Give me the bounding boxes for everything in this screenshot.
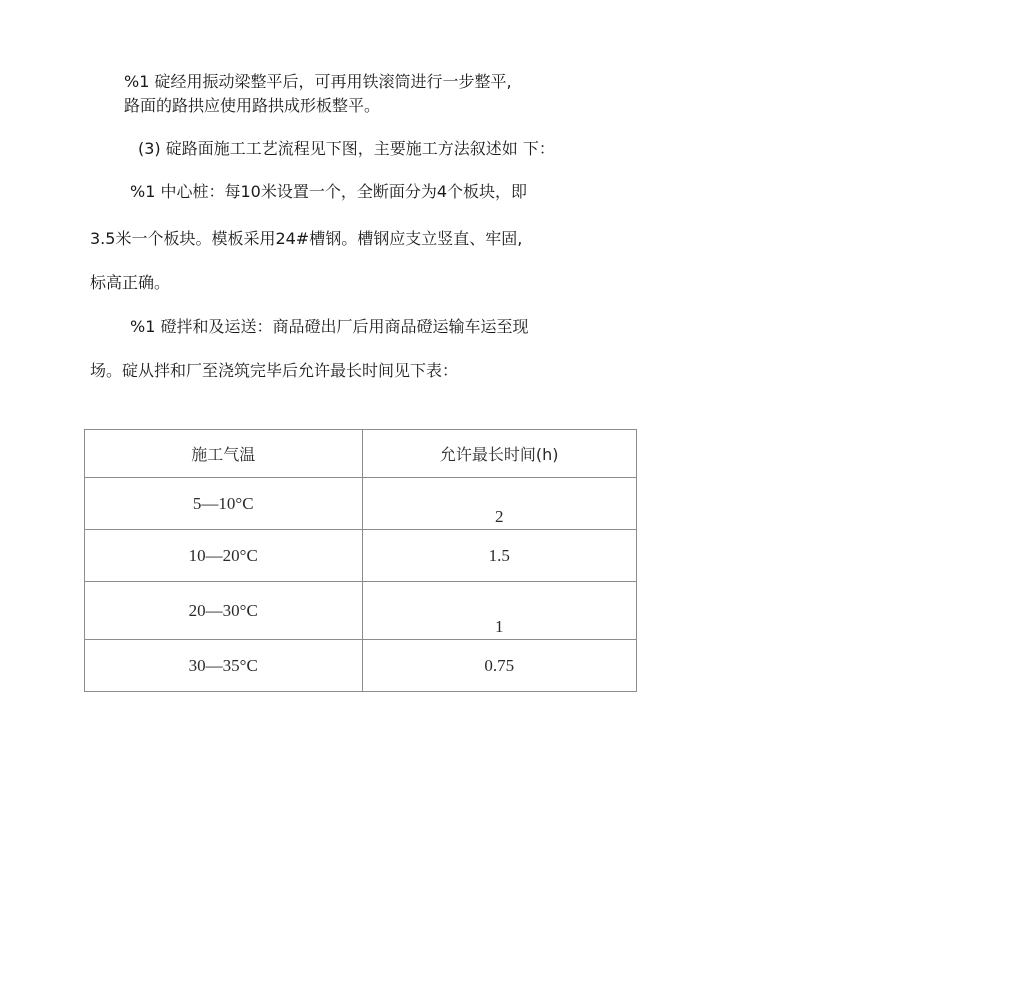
cell-max-time: 1.5 [362,530,637,582]
cell-max-time: 2 [362,478,637,530]
cell-max-time: 1 [362,582,637,640]
table-row [85,530,637,582]
time-limit-table [84,429,637,692]
paragraph-4-line-1: %1 磴拌和及运送：商品磴出厂后用商品磴运输车运至现 [130,317,529,336]
paragraph-3-line-2: 3.5米一个板块。模板采用24#槽钢。槽钢应支立竖直、牢固, [90,229,523,248]
cell-max-time: 0.75 [362,640,637,692]
table-row [85,478,637,530]
cell-temperature: 20—30°C [85,582,363,640]
paragraph-1-line-1: %1 碇经用振动梁整平后，可再用铁滚筒进行一步整平, [124,72,512,91]
paragraph-4-line-2: 场。碇从拌和厂至浇筑完毕后允许最长时间见下表： [90,361,459,380]
header-max-time: 允许最长时间(h) [362,430,637,478]
cell-temperature: 30—35°C [85,640,363,692]
table-row [85,582,637,640]
paragraph-2: (3) 碇路面施工工艺流程见下图，主要施工方法叙述如 下： [138,139,555,158]
table-row [85,640,637,692]
cell-temperature: 10—20°C [85,530,363,582]
table-header-row [85,430,637,478]
header-temperature: 施工气温 [85,430,363,478]
paragraph-1-line-2: 路面的路拱应使用路拱成形板整平。 [124,96,381,115]
paragraph-3-line-3: 标高正确。 [90,273,171,292]
cell-temperature: 5—10°C [85,478,363,530]
paragraph-3-line-1: %1 中心桩：每10米设置一个，全断面分为4个板块，即 [130,182,528,201]
